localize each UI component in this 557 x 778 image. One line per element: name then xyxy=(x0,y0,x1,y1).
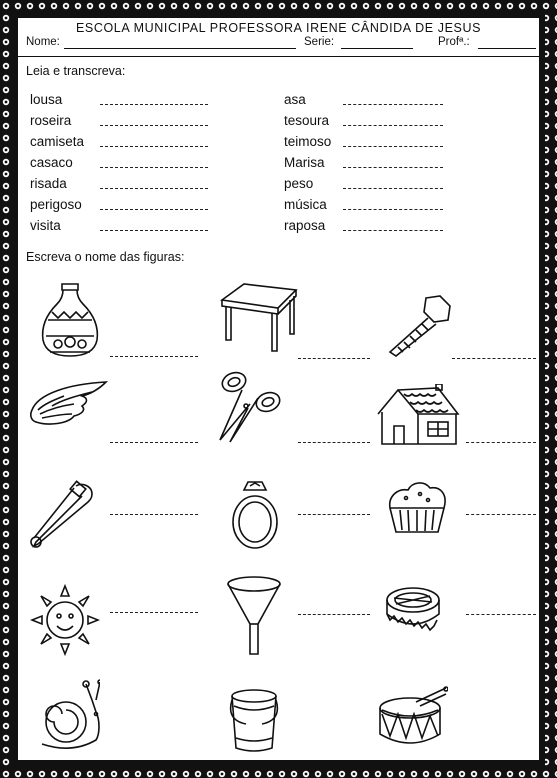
table-picture xyxy=(218,280,300,354)
word-item: visita xyxy=(30,218,61,233)
answer-line[interactable] xyxy=(110,356,198,357)
section1-instruction: Leia e transcreva: xyxy=(26,64,126,78)
word-item: camiseta xyxy=(30,134,85,149)
vase-picture xyxy=(38,280,102,362)
grade-line[interactable] xyxy=(341,48,413,49)
teacher-line[interactable] xyxy=(478,48,536,49)
worksheet xyxy=(18,18,539,760)
funnel-picture xyxy=(224,574,284,658)
bucket-picture xyxy=(226,682,282,754)
answer-line[interactable] xyxy=(452,358,536,359)
answer-line[interactable] xyxy=(343,209,443,210)
word-item: tesoura xyxy=(284,113,330,128)
answer-line[interactable] xyxy=(100,230,208,231)
sun-picture xyxy=(30,584,100,656)
answer-line[interactable] xyxy=(100,209,208,210)
word-item: casaco xyxy=(30,155,73,170)
header-fields xyxy=(26,36,536,52)
teacher-label: Profª.: xyxy=(438,36,470,48)
ring-picture xyxy=(228,478,282,552)
answer-line[interactable] xyxy=(100,104,208,105)
answer-line[interactable] xyxy=(343,146,443,147)
word-item: teimoso xyxy=(284,134,332,149)
word-item: risada xyxy=(30,176,67,191)
word-item: perigoso xyxy=(30,197,82,212)
answer-line[interactable] xyxy=(110,442,198,443)
house-picture xyxy=(374,384,460,446)
answer-line[interactable] xyxy=(100,146,208,147)
answer-line[interactable] xyxy=(466,442,536,443)
answer-line[interactable] xyxy=(110,612,198,613)
answer-line[interactable] xyxy=(343,104,443,105)
muffin-picture xyxy=(386,480,448,536)
answer-line[interactable] xyxy=(343,167,443,168)
snail-picture xyxy=(36,678,100,754)
name-label: Nome: xyxy=(26,36,60,48)
answer-line[interactable] xyxy=(298,442,370,443)
word-item: roseira xyxy=(30,113,72,128)
section2-instruction: Escreva o nome das figuras: xyxy=(26,250,185,264)
answer-line[interactable] xyxy=(100,167,208,168)
school-title: ESCOLA MUNICIPAL PROFESSORA IRENE CÂNDIDA DE JESUS xyxy=(75,21,482,35)
answer-line[interactable] xyxy=(110,514,198,515)
answer-line[interactable] xyxy=(100,188,208,189)
name-line[interactable] xyxy=(64,48,296,49)
screw-picture xyxy=(382,294,454,358)
word-item: lousa xyxy=(30,92,63,107)
drum-picture xyxy=(376,686,448,748)
answer-line[interactable] xyxy=(343,188,443,189)
word-item: asa xyxy=(284,92,306,107)
answer-line[interactable] xyxy=(343,230,443,231)
grade-label: Serie: xyxy=(304,36,335,48)
word-item: Marisa xyxy=(284,155,325,170)
answer-line[interactable] xyxy=(343,125,443,126)
answer-line[interactable] xyxy=(298,614,370,615)
header-divider xyxy=(18,56,539,57)
answer-line[interactable] xyxy=(100,125,208,126)
word-item: peso xyxy=(284,176,314,191)
scissors-picture xyxy=(216,368,290,444)
answer-line[interactable] xyxy=(298,514,370,515)
answer-line[interactable] xyxy=(298,358,370,359)
word-item: raposa xyxy=(284,218,326,233)
word-item: música xyxy=(284,197,327,212)
safety-pin-picture xyxy=(26,480,98,552)
answer-line[interactable] xyxy=(466,514,536,515)
wing-picture xyxy=(28,380,110,430)
answer-line[interactable] xyxy=(466,614,536,615)
bottle-cap-picture xyxy=(382,584,444,634)
